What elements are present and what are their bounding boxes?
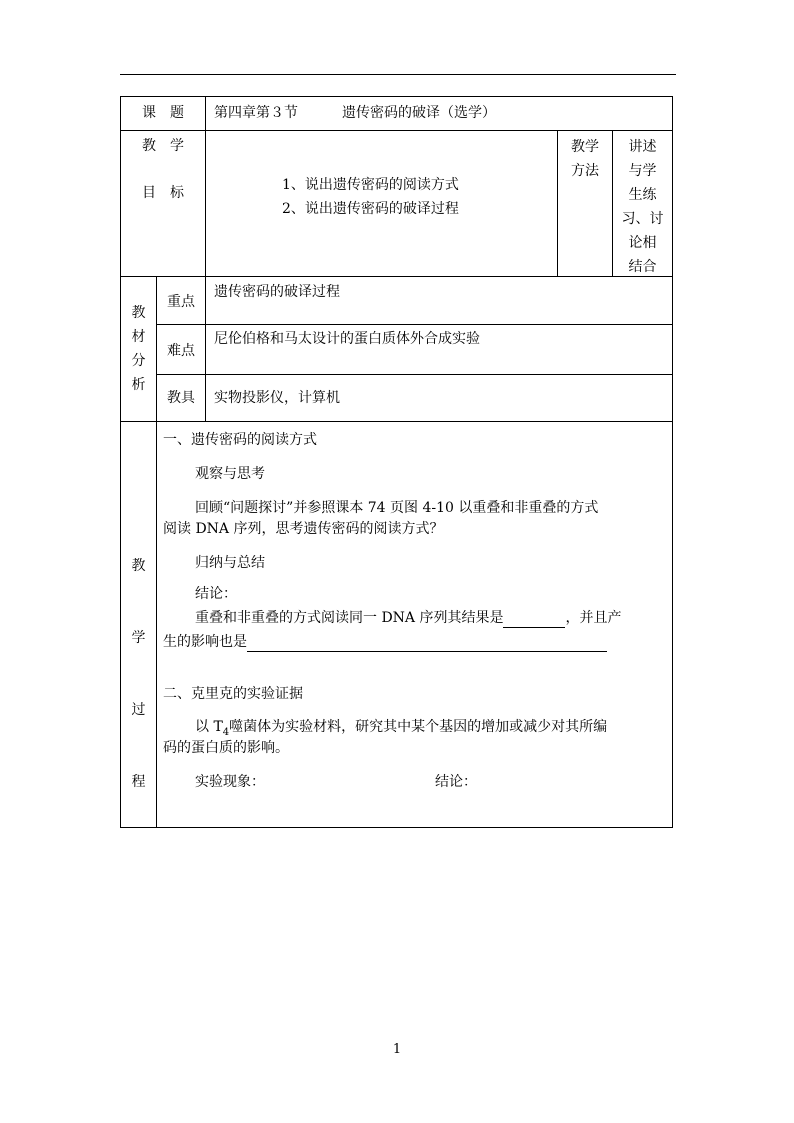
goals-label-line2: 目 标 — [142, 185, 184, 201]
analysis-focus-value: 遗传密码的破译过程 — [214, 284, 340, 300]
method-value-line3: 生练 — [628, 187, 657, 203]
answer-blank-1[interactable] — [503, 611, 565, 628]
conclusion-line-1-text: 重叠和非重叠的方式阅读同一 DNA 序列其结果是 — [195, 610, 504, 626]
analysis-side-char-1: 教 — [131, 305, 146, 321]
method-value-line4: 习、讨 — [621, 211, 664, 227]
experiment-line-1-a: 以 T — [195, 719, 223, 735]
process-side-char-3: 过 — [131, 702, 146, 718]
method-label-cell — [557, 130, 613, 277]
goals-items-cell — [205, 130, 558, 277]
method-value-line6: 结合 — [628, 259, 657, 275]
analysis-focus-value-cell — [205, 276, 673, 325]
conclusion-line-2-text: 生的影响也是 — [163, 634, 247, 650]
observe-title: 观察与思考 — [195, 466, 265, 482]
experiment-phenomenon-label: 实验现象： — [195, 774, 265, 790]
analysis-tools-label-cell — [156, 374, 206, 422]
analysis-difficulty-label-cell — [156, 324, 206, 375]
analysis-tools-value: 实物投影仪，计算机 — [214, 390, 340, 406]
topic-chapter: 第四章第３节 — [214, 105, 298, 121]
topic-label: 课 题 — [142, 105, 184, 121]
conclusion-line-1 — [195, 608, 621, 628]
process-content-cell — [156, 421, 673, 828]
topic-label-cell — [120, 96, 206, 131]
process-side-cell — [120, 421, 157, 828]
section1-title: 一、遗传密码的阅读方式 — [163, 432, 317, 448]
analysis-tools-value-cell — [205, 374, 673, 422]
process-side-char-4: 程 — [131, 774, 146, 790]
method-label-line2: 方法 — [571, 163, 599, 179]
method-value-cell — [612, 130, 673, 277]
topic-value-cell — [205, 96, 673, 131]
observe-line-2: 阅读 DNA 序列，思考遗传密码的阅读方式？ — [163, 521, 444, 537]
answer-blank-2[interactable] — [247, 635, 607, 652]
analysis-side-char-3: 分 — [131, 353, 146, 369]
analysis-focus-label: 重点 — [167, 294, 195, 310]
method-label-line1: 教学 — [571, 139, 599, 155]
method-value-line5: 论相 — [628, 235, 657, 251]
goals-label-cell — [120, 130, 206, 277]
experiment-line-1 — [195, 717, 607, 737]
experiment-line-1-b: 噬菌体为实验材料，研究其中某个基因的增加或减少对其所编 — [229, 719, 608, 735]
observe-line-1: 回顾“问题探讨”并参照课本 74 页图 4-10 以重叠和非重叠的方式 — [195, 500, 599, 516]
experiment-line-1-sub: 4 — [222, 726, 230, 738]
process-side-char-1: 教 — [131, 558, 146, 574]
goals-label-line1: 教 学 — [142, 138, 184, 154]
experiment-conclusion-label: 结论： — [435, 774, 477, 790]
conclusion-line-2 — [163, 632, 607, 652]
goal-item-1: 1、说出遗传密码的阅读方式 — [282, 177, 459, 193]
analysis-difficulty-value-cell — [205, 324, 673, 375]
section2-title: 二、克里克的实验证据 — [163, 686, 303, 702]
conclusion-label: 结论： — [195, 586, 237, 602]
analysis-side-char-2: 材 — [131, 329, 146, 345]
conclusion-line-1-tail: ，并且产 — [565, 610, 622, 626]
process-side-char-2: 学 — [131, 630, 146, 646]
topic-title: 遗传密码的破译（选学） — [342, 105, 496, 121]
page-number: 1 — [392, 1042, 402, 1057]
analysis-tools-label: 教具 — [167, 390, 195, 406]
analysis-difficulty-label: 难点 — [167, 343, 195, 359]
goal-item-2: 2、说出遗传密码的破译过程 — [282, 201, 459, 217]
analysis-difficulty-value: 尼伦伯格和马太设计的蛋白质体外合成实验 — [214, 331, 480, 347]
header-rule — [120, 74, 676, 75]
method-value-line2: 与学 — [628, 163, 657, 179]
method-value-line1: 讲述 — [628, 139, 657, 155]
analysis-side-char-4: 析 — [131, 377, 146, 393]
analysis-side-cell — [120, 276, 157, 422]
experiment-line-2: 码的蛋白质的影响。 — [163, 740, 289, 756]
summary-title: 归纳与总结 — [195, 555, 265, 571]
analysis-focus-label-cell — [156, 276, 206, 325]
